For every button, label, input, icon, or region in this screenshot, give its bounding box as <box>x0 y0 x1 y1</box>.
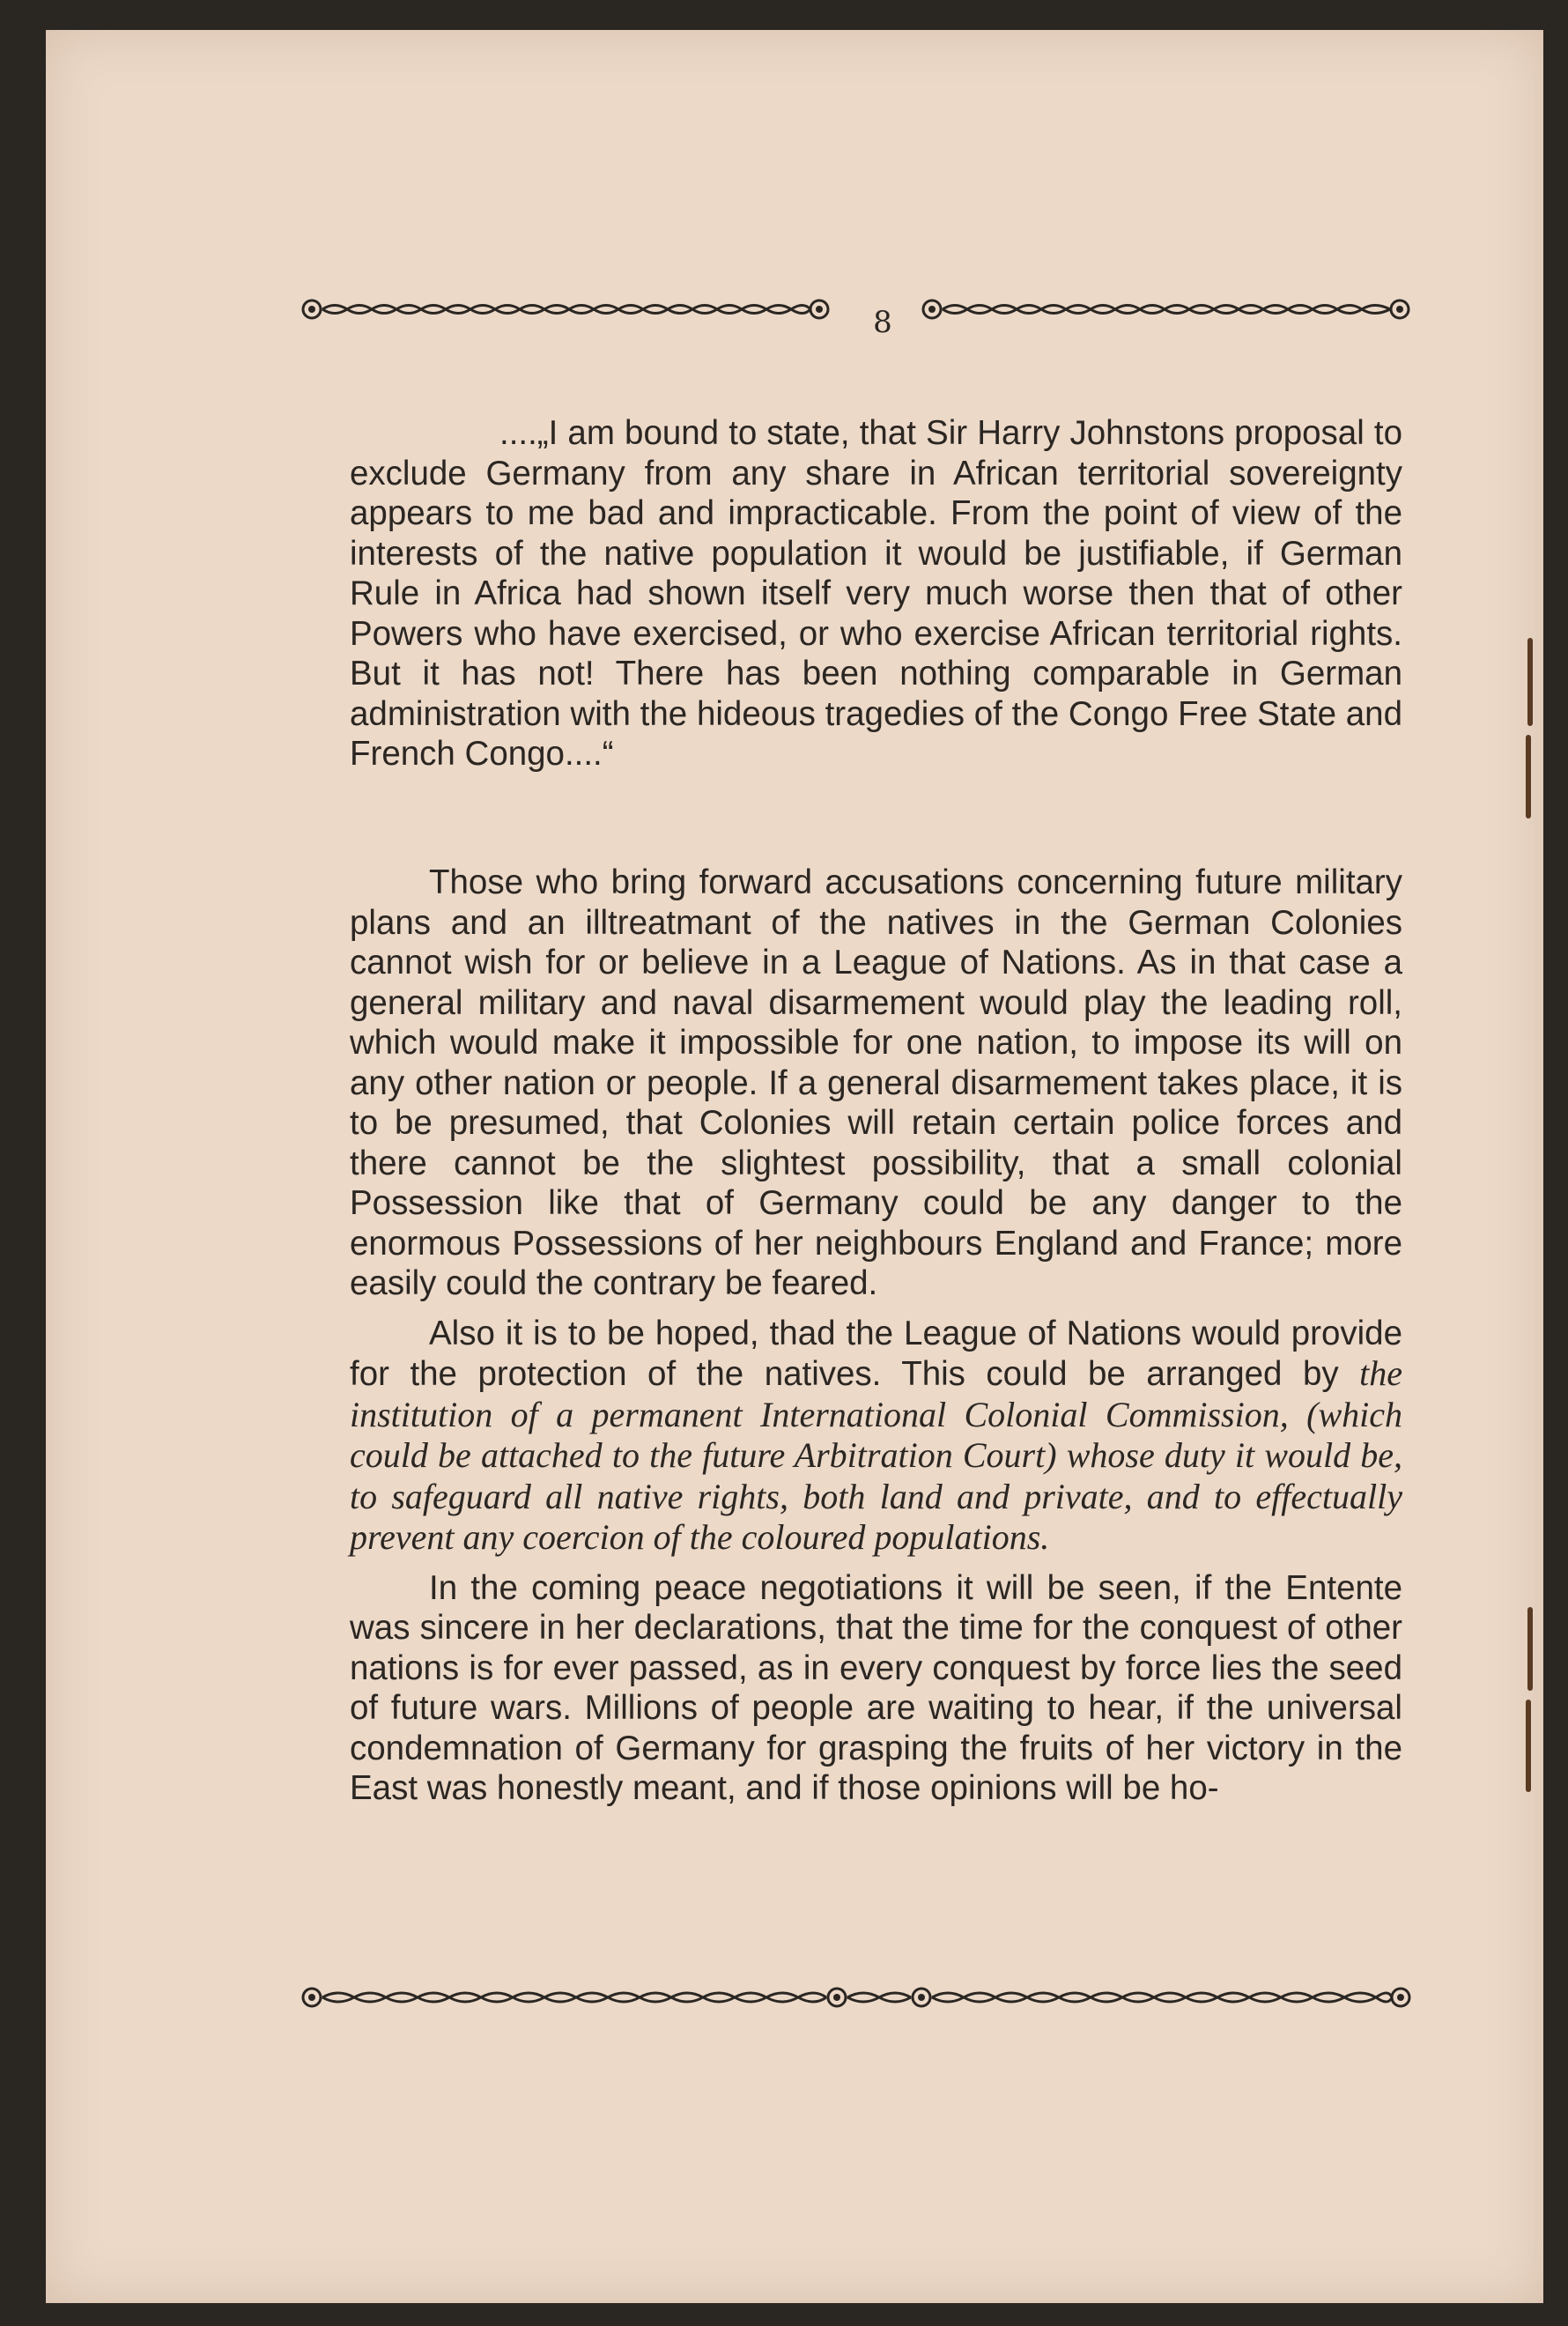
header-ornament-left <box>300 296 832 322</box>
paragraph-protection-of-natives <box>350 1314 1402 1559</box>
paragraph-peace-negotiations: In the coming peace negotiations it will be seen, if the Entente was sincere in her declarations, that the time for the conquest of other nations is for ever passed, as in every conquest by force lies the seed of future wars. Millions of people are waiting to hear, if the universal condemnation of Germany for grasping the fruits of her victory in the East was honestly meant, and if those opinions will be ho- <box>350 1568 1402 1807</box>
paragraph-military-plans: Those who bring forward accusations concerning future military plans and an illtreatmant of the natives in the German Colonies cannot wish for or believe in a League of Nations. As in that case a general military and naval disarmement would play the leading roll, which would make it impossible for one nation, to impose its will on any other nation or people. If a general disarmement takes place, it is to be presumed, that Colonies will retain certain police forces and there cannot be the slightest possibility, that a small colonial Possession like that of Germany could be any danger to the enormous Possessions of her neighbours England and France; more easily could the contrary be feared. <box>350 863 1402 1302</box>
document-page <box>46 30 1543 2303</box>
binding-staple-mark <box>1526 1700 1531 1792</box>
binding-staple-mark <box>1527 638 1533 726</box>
paragraph-protection-italic: the institution of a permanent International Colonial Commission, (which could be attached to the future Arbitration Court) whose duty it would be, to safeguard all native rights, both land and private, and to effectually prevent any coercion of the coloured populations. <box>350 1353 1402 1557</box>
binding-staple-mark <box>1526 735 1531 819</box>
binding-staple-mark <box>1527 1607 1533 1691</box>
page-number: 8 <box>873 305 892 340</box>
footer-ornament <box>300 1984 1414 2011</box>
paragraph-protection-lead: Also it is to be hoped, thad the League of Nations would provide for the protection of the natives. This could be arranged by <box>350 1314 1402 1393</box>
body-text <box>350 863 1402 1819</box>
header-ornament-right <box>920 296 1413 322</box>
quoted-statement: ....„I am bound to state, that Sir Harry Johnstons proposal to exclude Germany from any share in African territorial sovereignty appears to me bad and impracticable. From the point of view of the interests of the native population it would be justifiable, if German Rule in Africa had shown itself very much worse then that of other Powers who have exercised, or who exercise African territorial rights. But it has not! There has been nothing comparable in German administration with the hideous tragedies of the Congo Free State and French Congo....“ <box>350 414 1402 773</box>
